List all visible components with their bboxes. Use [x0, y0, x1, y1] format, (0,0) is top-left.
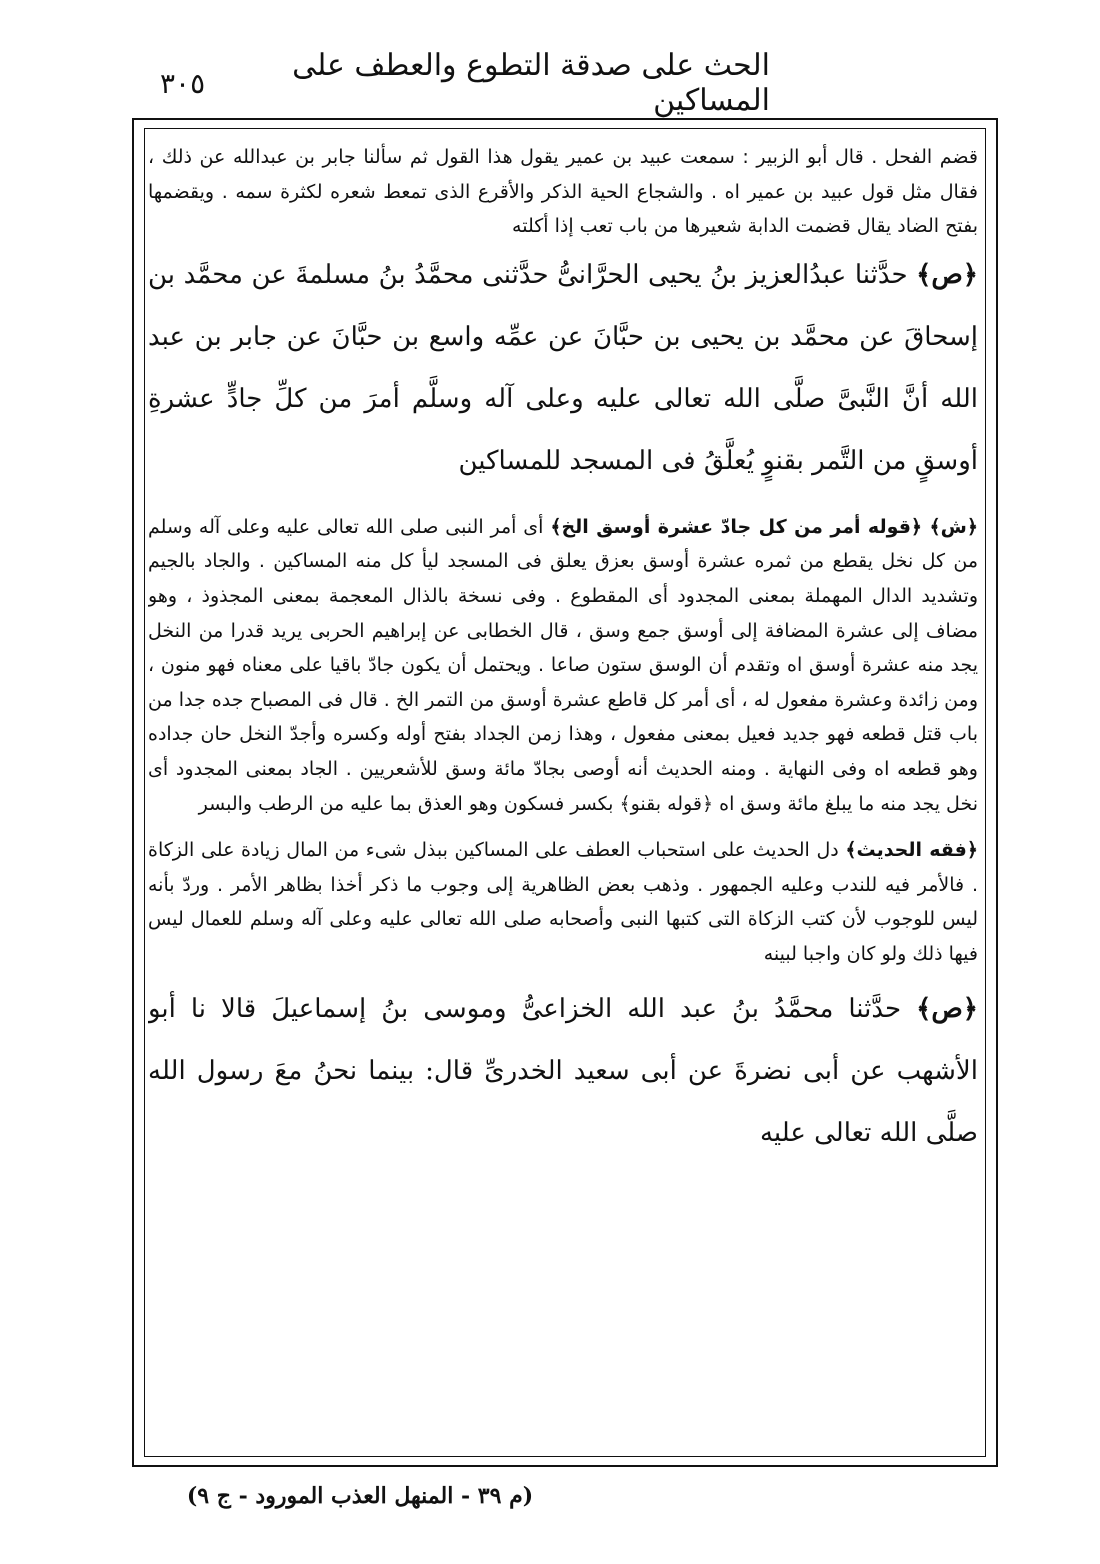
paragraph-text: أى أمر النبى صلى الله تعالى عليه وعلى آله وسلم من كل نخل يقطع من ثمره عشرة أوسق بعزق يعلق فى المسجد ليأ كل منه المساكين . والجاد بالجيم وتشديد الدال المهملة بمعنى المجدود أى المقطوع . وفى نسخة بالذال المعجمة بمعنى المجذوذ ، وهو مضاف إلى عشرة المضافة إلى أوسق جمع وسق ، قال الخطابى عن إبراهيم الحربى يريد قدرا من النخل يجد منه عشرة أوسق اه وتقدم أن الوسق ستون صاعا . ويحتمل أن يكون جادّ باقيا على معناه فهو منون ، ومن زائدة وعشرة مفعول له ، أى أمر كل قاطع عشرة أوسق من التمر الخ . قال فى المصباح جده جدا من باب قتل قطعه فهو جديد فعيل بمعنى مفعول ، وهذا زمن الجداد بفتح أوله وكسره وأجدّ النخل حان جداده وهو قطعه اه وفى النهاية . ومنه الحديث أنه أوصى بجادّ مائة وسق للأشعريين . الجاد بمعنى المجدود أى نخل يجد منه ما يبلغ مائة وسق اه ﴿قوله بقنو﴾ بكسر فسكون وهو العذق بما عليه من الرطب والبسر — [148, 515, 978, 815]
commentary-paragraph — [148, 140, 978, 244]
fiqh-marker: ﴿فقه الحديث﴾ — [845, 839, 978, 862]
sharh-marker: ﴿ش﴾ ﴿قوله أمر من كل جادّ عشرة أوسق الخ﴾ — [550, 515, 978, 538]
hadith-text-paragraph — [148, 978, 978, 1164]
commentary-paragraph — [148, 510, 978, 821]
page-number: ٣٠٥ — [160, 66, 206, 100]
page-footer: (م ٣٩ - المنهل العذب المورود - ج ٩) — [186, 1483, 534, 1509]
matn-marker: ﴿ص﴾ — [916, 259, 978, 290]
paragraph-text: حدَّثنا محمَّدُ بنُ عبد الله الخزاعىُّ وموسى بنُ إسماعيلَ قالا نا أبو الأشهب عن أبى نضرةَ عن أبى سعيد الخدرىِّ قال: بينما نحنُ معَ رسول الله صلَّى الله تعالى عليه — [148, 993, 978, 1148]
fiqh-paragraph — [148, 833, 978, 971]
hadith-text-paragraph — [148, 244, 978, 492]
paragraph-text: حدَّثنا عبدُالعزيز بنُ يحيى الحرَّانىُّ حدَّثنى محمَّدُ بنُ مسلمةَ عن محمَّد بن إسحاقَ عن محمَّد بن يحيى بن حبَّانَ عن عمِّه واسع بن حبَّانَ عن جابر بن عبد الله أنَّ النَّبىَّ صلَّى الله تعالى عليه وعلى آله وسلَّم أمرَ من كلِّ جادٍّ عشرةِ أوسقٍ من التَّمر بقنوٍ يُعلَّقُ فى المسجد للمساكين — [148, 259, 978, 476]
matn-marker: ﴿ص﴾ — [916, 993, 978, 1024]
paragraph-text: قضم الفحل . قال أبو الزبير : سمعت عبيد بن عمير يقول هذا القول ثم سألنا جابر بن عبدالله عن ذلك ، فقال مثل قول عبيد بن عمير اه . والشجاع الحية الذكر والأقرع الذى تمعط شعره لكثرة سمه . ويقضمها بفتح الضاد يقال قضمت الدابة شعيرها من باب تعب إذا أكلته — [148, 146, 978, 238]
paragraph-text: دل الحديث على استحباب العطف على المساكين ببذل شىء من المال زيادة على الزكاة . فالأمر فيه للندب وعليه الجمهور . وذهب بعض الظاهرية إلى وجوب ما ذكر أخذا بظاهر الأمر . وردّ بأنه ليس للوجوب لأن كتب الزكاة التى كتبها النبى وأصحابه صلى الله تعالى عليه وعلى آله وسلم للعمال ليس فيها ذلك ولو كان واجبا لبينه — [148, 839, 978, 965]
chapter-title: الحث على صدقة التطوع والعطف على المساكين — [292, 48, 770, 118]
page-body — [148, 140, 978, 1450]
page-header — [130, 48, 770, 118]
